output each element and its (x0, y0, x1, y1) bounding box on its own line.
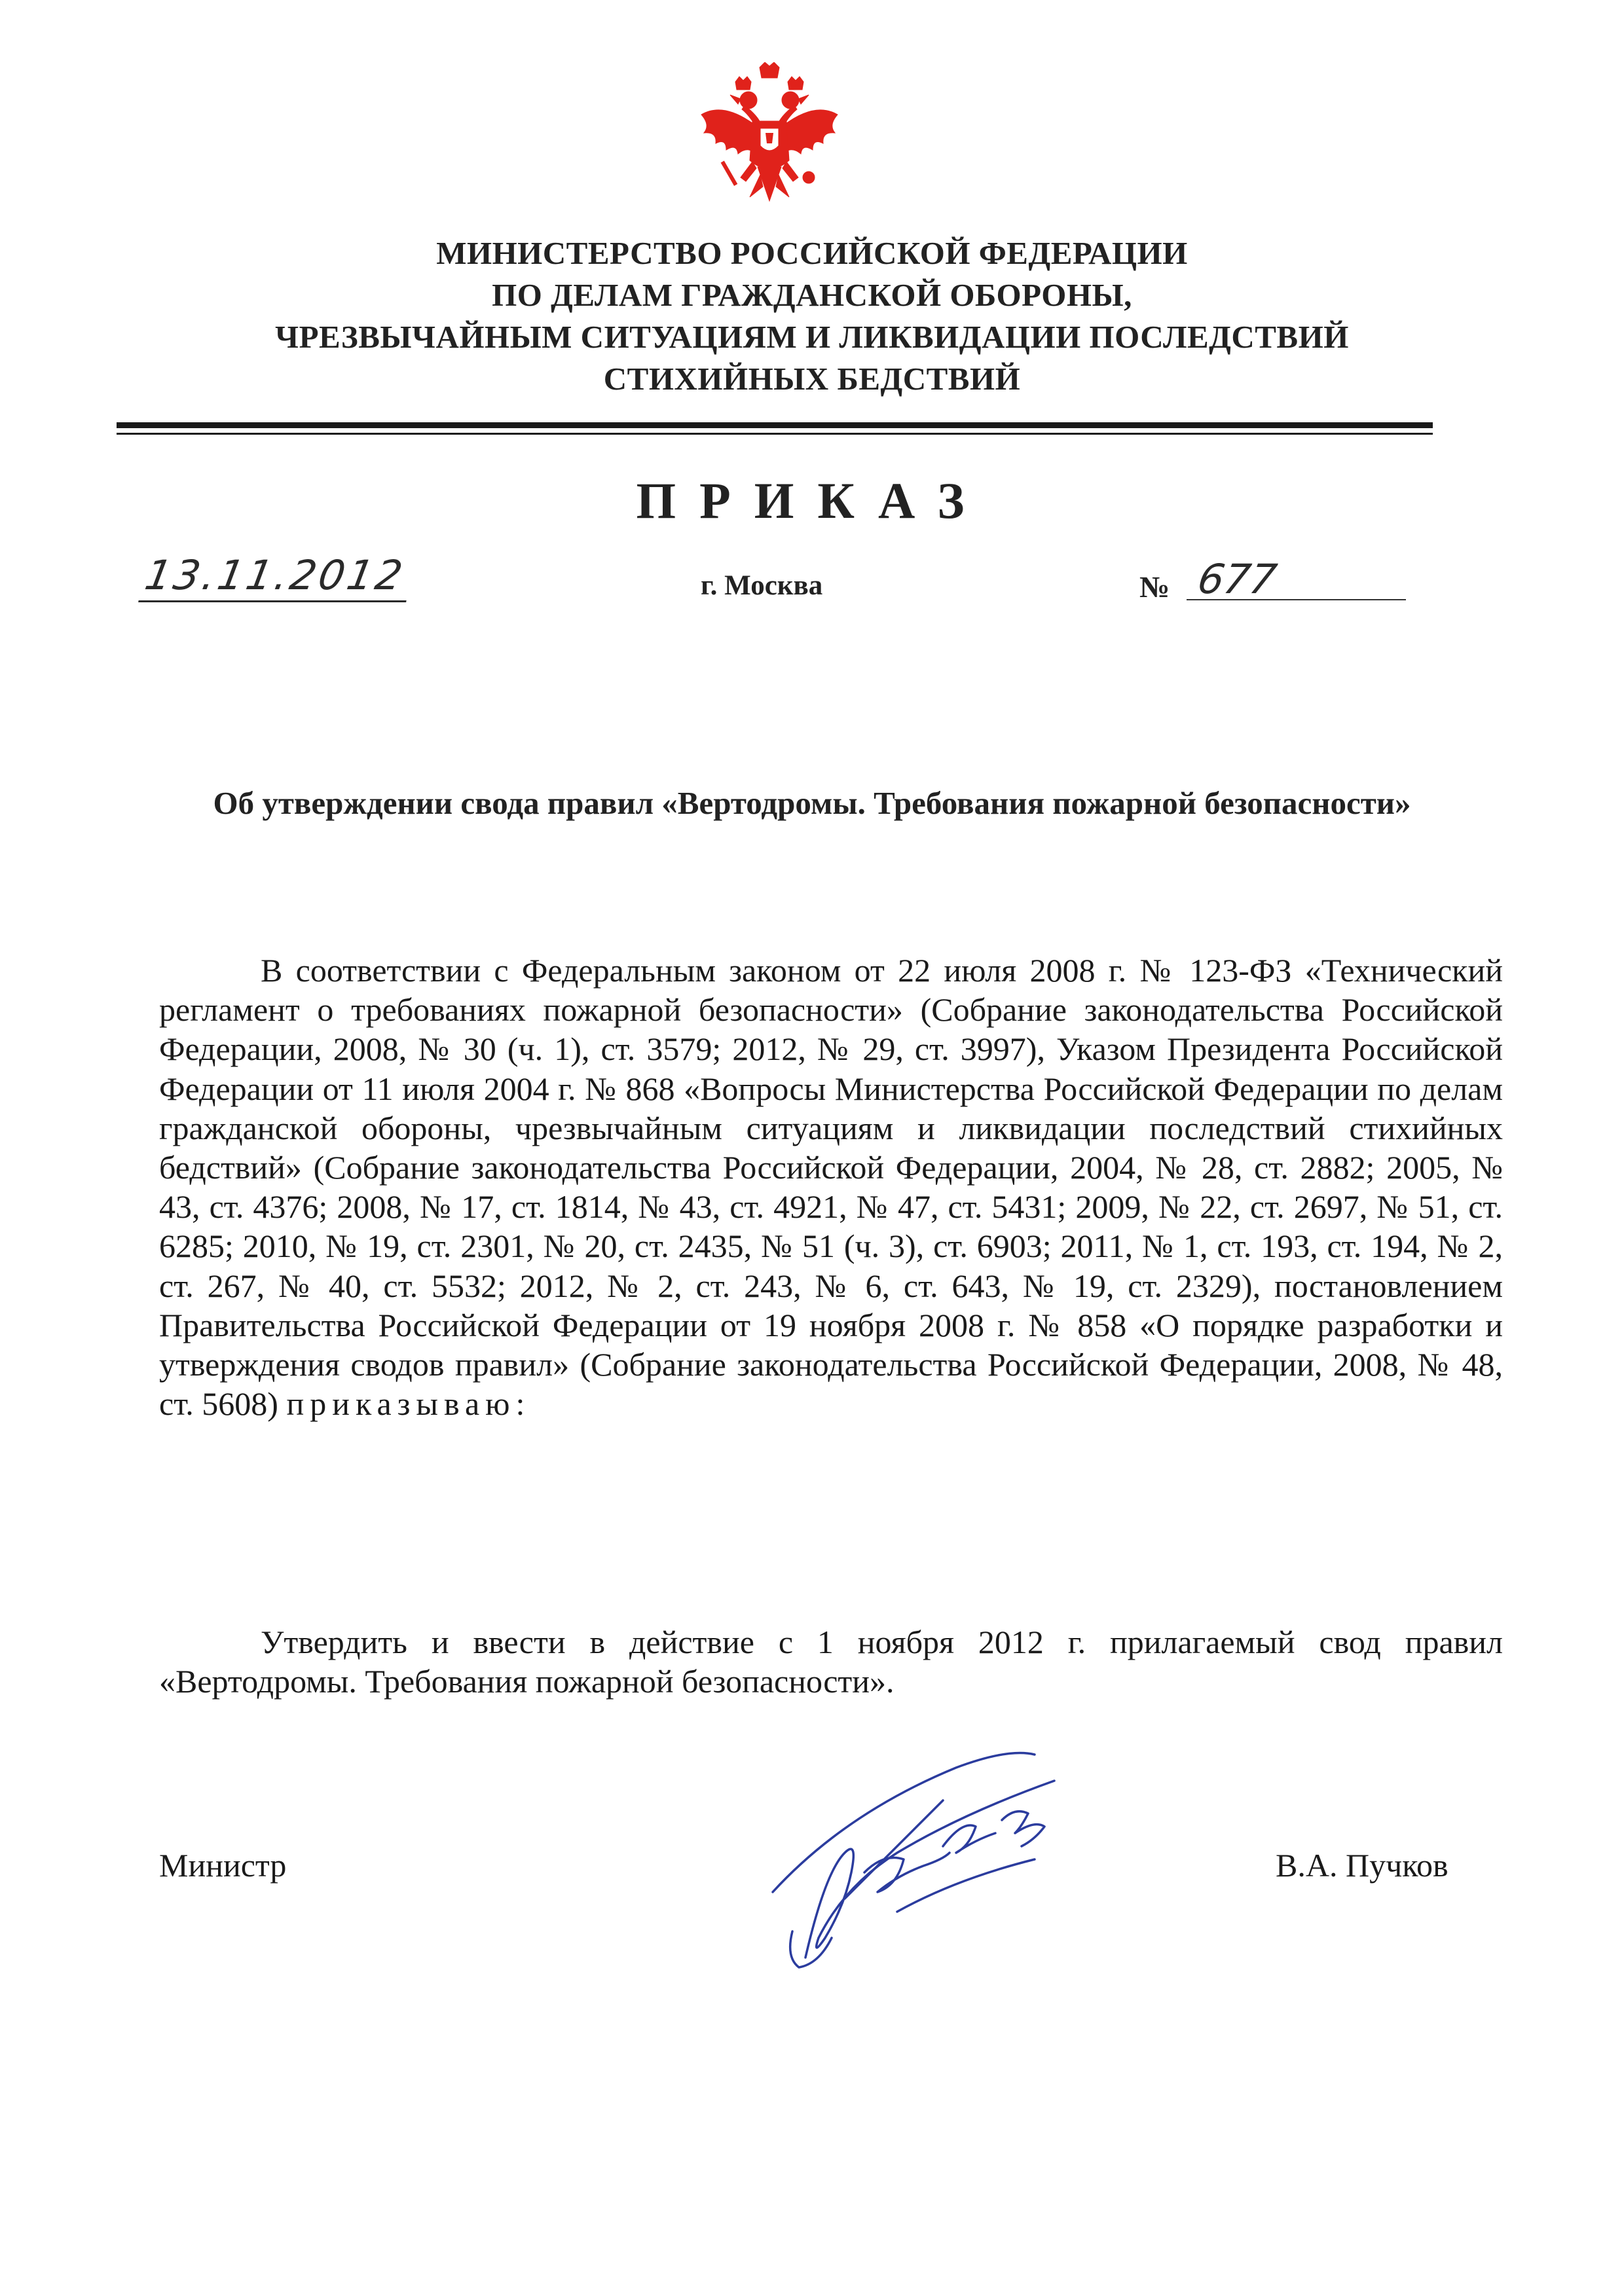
ministry-name (131, 232, 1493, 400)
order-city: г. Москва (701, 570, 823, 601)
russian-coat-of-arms-icon (697, 62, 841, 213)
signatory-title: Министр (159, 1847, 287, 1884)
handwritten-signature-icon (747, 1741, 1139, 1990)
signatory-name: В.А. Пучков (1276, 1847, 1449, 1884)
order-date: 13.11.2012 (138, 551, 415, 602)
header-divider-thick (117, 422, 1433, 428)
preamble-text: В соответствии с Федеральным законом от 22 июля 2008 г. № 123-ФЗ «Технический регламент о требованиях пожарной безопасности» (Собрание законодательства Российской Федерации, 2008, № 30 (ч. 1), ст. 3579; 2012, № 29, ст. 3997), Указом Президента Российской Федерации от 11 июля 2004 г. № 868 «Вопросы Министерства Российской Федерации по делам гражданской обороны, чрезвычайным ситуациям и ликвидации последствий стихийных бедствий» (Собрание законодательства Российской Федерации, 2004, № 28, ст. 2882; 2005, № 43, ст. 4376; 2008, № 17, ст. 1814, № 43, ст. 4921, № 47, ст. 5431; 2009, № 22, ст. 2697, № 51, ст. 6285; 2010, № 19, ст. 2301, № 20, ст. 2435, № 51 (ч. 3), ст. 6903; 2011, № 1, ст. 193, ст. 194, № 2, ст. 267, № 40, ст. 5532; 2012, № 2, ст. 243, № 6, ст. 643, № 19, ст. 2329), постановлением Правительства Российской Федерации от 19 ноября 2008 г. № 858 «О порядке разработки и утверждения сводов правил» (Собрание законодательства Российской Федерации, 2008, № 48, ст. 5608) (159, 952, 1503, 1423)
directive-paragraph: Утвердить и ввести в действие с 1 ноября 2012 г. прилагаемый свод правил «Вертодромы. Требования пожарной безопасности». (159, 1624, 1503, 1700)
ministry-line: МИНИСТЕРСТВО РОССИЙСКОЙ ФЕДЕРАЦИИ (436, 235, 1188, 271)
order-number-label: № (1139, 570, 1170, 604)
ministry-line: СТИХИЙНЫХ БЕДСТВИЙ (603, 361, 1021, 397)
order-subject: Об утверждении свода правил «Вертодромы. Требования пожарной безопасности» (213, 785, 1411, 821)
ministry-line: ПО ДЕЛАМ ГРАЖДАНСКОЙ ОБОРОНЫ, (492, 277, 1132, 313)
order-number: 677 (1194, 555, 1280, 603)
ministry-line: ЧРЕЗВЫЧАЙНЫМ СИТУАЦИЯМ И ЛИКВИДАЦИИ ПОСЛЕДСТВИЙ (275, 319, 1349, 355)
header-divider-thin (117, 433, 1433, 435)
preamble-paragraph (159, 951, 1503, 1423)
document-type-title: ПРИКАЗ (636, 472, 988, 529)
command-word: приказываю: (286, 1385, 531, 1423)
